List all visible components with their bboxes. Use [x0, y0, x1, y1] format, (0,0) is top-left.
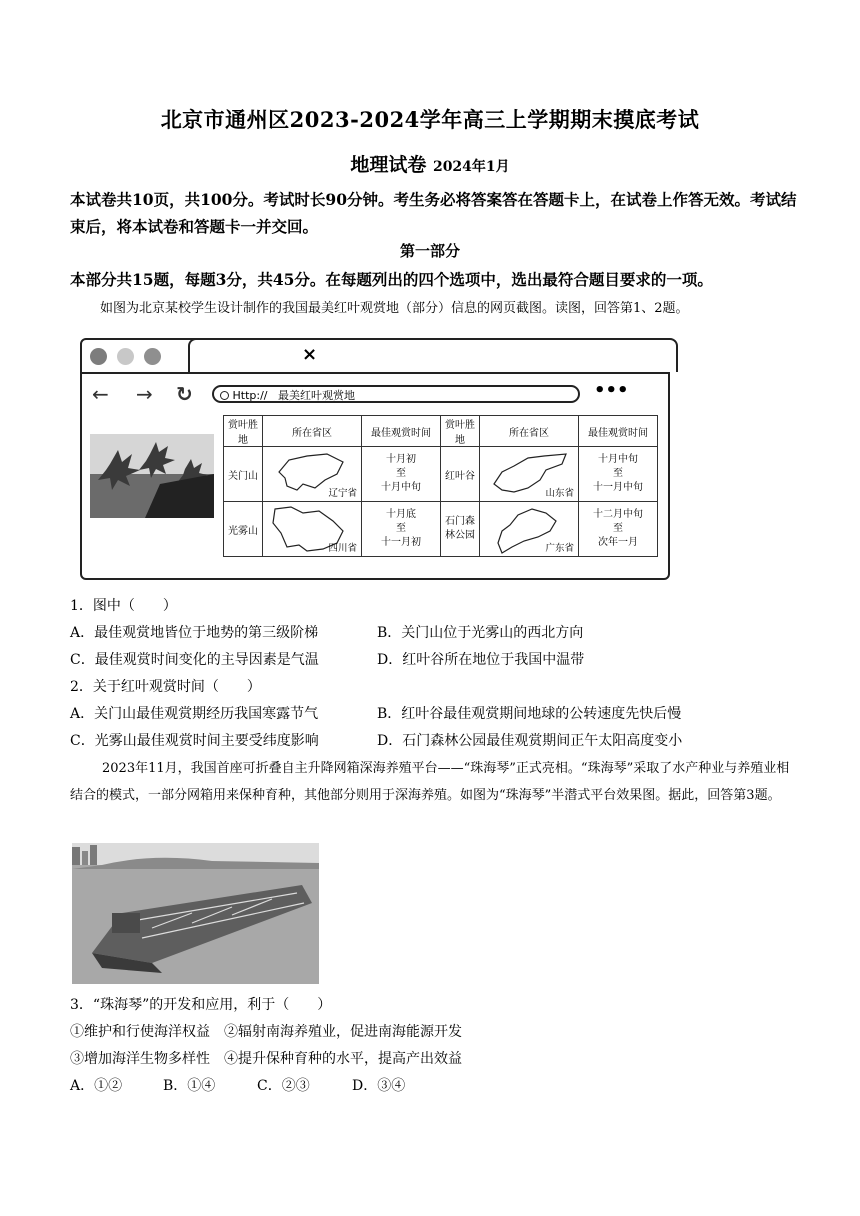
statement-line-1: ①维护和行使海洋权益 ②辐射南海养殖业，促进南海能源开发 — [70, 1024, 462, 1040]
exam-date: 2024年1月 — [432, 159, 510, 175]
time-connector: 至 — [396, 468, 406, 479]
question-3-stem: 3．“珠海琴”的开发和应用，利于（ ） — [70, 997, 332, 1013]
time-end: 次年一月 — [598, 537, 638, 548]
toolbar-divider — [82, 372, 668, 374]
place-name-text: 石门森林公园 — [445, 516, 475, 541]
statement-line-2: ③增加海洋生物多样性 ④提升保种育种的水平，提高产出效益 — [70, 1051, 462, 1067]
address-bar — [212, 385, 580, 403]
exam-instructions: 本试卷共10页，共100分。考试时长90分钟。考生务必将答案答在答题卡上，在试卷上作答无效。考试结束后，将本试卷和答题卡一并交回。 — [70, 190, 797, 236]
table-header: 所在省区 — [480, 416, 579, 447]
option-2c: C．光雾山最佳观赏时间主要受纬度影响 — [70, 733, 319, 749]
table-header-row — [224, 416, 658, 447]
time-end: 十月中旬 — [381, 482, 421, 493]
province-map — [263, 447, 362, 502]
viewing-time — [362, 447, 441, 502]
window-dot-icon — [90, 348, 107, 365]
option-2d: D．石门森林公园最佳观赏期间正午太阳高度变小 — [377, 733, 683, 749]
viewing-time — [579, 502, 658, 557]
option-3b: B．①④ — [163, 1078, 216, 1094]
option-3a: A．①② — [70, 1078, 123, 1094]
question-2-stem: 2．关于红叶观赏时间（ ） — [70, 679, 261, 695]
time-end: 十一月中旬 — [593, 482, 643, 493]
exam-subtitle — [0, 150, 860, 177]
search-icon — [220, 391, 229, 400]
close-icon: × — [302, 344, 318, 365]
place-name — [441, 502, 480, 557]
section-heading: 第一部分 — [399, 242, 460, 260]
place-name: 红叶谷 — [441, 447, 480, 502]
time-start: 十二月中旬 — [593, 509, 643, 520]
table-header: 所在省区 — [263, 416, 362, 447]
table-header: 赏叶胜地 — [224, 416, 263, 447]
subject-label: 地理试卷 — [350, 154, 427, 176]
section-instruction: 本部分共15题，每题3分，共45分。在每题列出的四个选项中，选出最符合题目要求的一项。 — [70, 270, 713, 289]
time-start: 十月中旬 — [598, 454, 638, 465]
more-icon: ••• — [594, 380, 629, 401]
time-start: 十月底 — [386, 509, 416, 520]
place-name: 光雾山 — [224, 502, 263, 557]
province-map — [480, 447, 579, 502]
red-leaf-table — [223, 415, 658, 557]
option-1a: A．最佳观赏地皆位于地势的第三级阶梯 — [70, 625, 319, 641]
red-leaf-photo — [90, 434, 214, 518]
province-label: 山东省 — [545, 488, 574, 499]
exam-title: 北京市通州区2023-2024学年高三上学期期末摸底考试 — [160, 107, 700, 132]
back-arrow-icon: ← — [92, 382, 109, 406]
option-1b: B．关门山位于光雾山的西北方向 — [377, 625, 584, 641]
platform-photo — [72, 843, 319, 984]
browser-tab — [188, 338, 678, 372]
place-name: 关门山 — [224, 447, 263, 502]
time-connector: 至 — [613, 468, 623, 479]
refresh-icon: ↻ — [176, 382, 193, 406]
time-connector: 至 — [613, 523, 623, 534]
forward-arrow-icon: → — [136, 382, 153, 406]
option-1c: C．最佳观赏时间变化的主导因素是气温 — [70, 652, 319, 668]
address-text: 最美红叶观赏地 — [278, 389, 355, 402]
province-map — [263, 502, 362, 557]
time-start: 十月初 — [386, 454, 416, 465]
table-header: 赏叶胜地 — [441, 416, 480, 447]
question-lead-2: 2023年11月，我国首座可折叠自主升降网箱深海养殖平台——“珠海琴”正式亮相。“珠海琴”采取了水产种业与养殖业相结合的模式，一部分网箱用来保种育种，其他部分则用于深海养殖。如图为“珠海琴”半潜式平台效果图。据此，回答第3题。 — [70, 761, 790, 803]
table-row — [224, 447, 658, 502]
option-3d: D．③④ — [352, 1078, 406, 1094]
option-3c: C．②③ — [257, 1078, 310, 1094]
option-1d: D．红叶谷所在地位于我国中温带 — [377, 652, 585, 668]
province-label: 辽宁省 — [328, 488, 357, 499]
address-prefix: Http:// — [232, 389, 268, 402]
table-header: 最佳观赏时间 — [579, 416, 658, 447]
viewing-time — [362, 502, 441, 557]
table-row — [224, 502, 658, 557]
option-2a: A．关门山最佳观赏期经历我国寒露节气 — [70, 706, 319, 722]
browser-screenshot-figure — [80, 338, 670, 580]
time-end: 十一月初 — [381, 537, 421, 548]
province-label: 广东省 — [545, 543, 574, 554]
table-header: 最佳观赏时间 — [362, 416, 441, 447]
province-label: 四川省 — [328, 543, 357, 554]
window-dot-icon — [144, 348, 161, 365]
option-2b: B．红叶谷最佳观赏期间地球的公转速度先快后慢 — [377, 706, 682, 722]
time-connector: 至 — [396, 523, 406, 534]
question-1-stem: 1．图中（ ） — [70, 598, 177, 614]
window-dot-icon — [117, 348, 134, 365]
question-lead-1: 如图为北京某校学生设计制作的我国最美红叶观赏地（部分）信息的网页截图。读图，回答第1、2题。 — [100, 301, 689, 316]
viewing-time — [579, 447, 658, 502]
province-map — [480, 502, 579, 557]
